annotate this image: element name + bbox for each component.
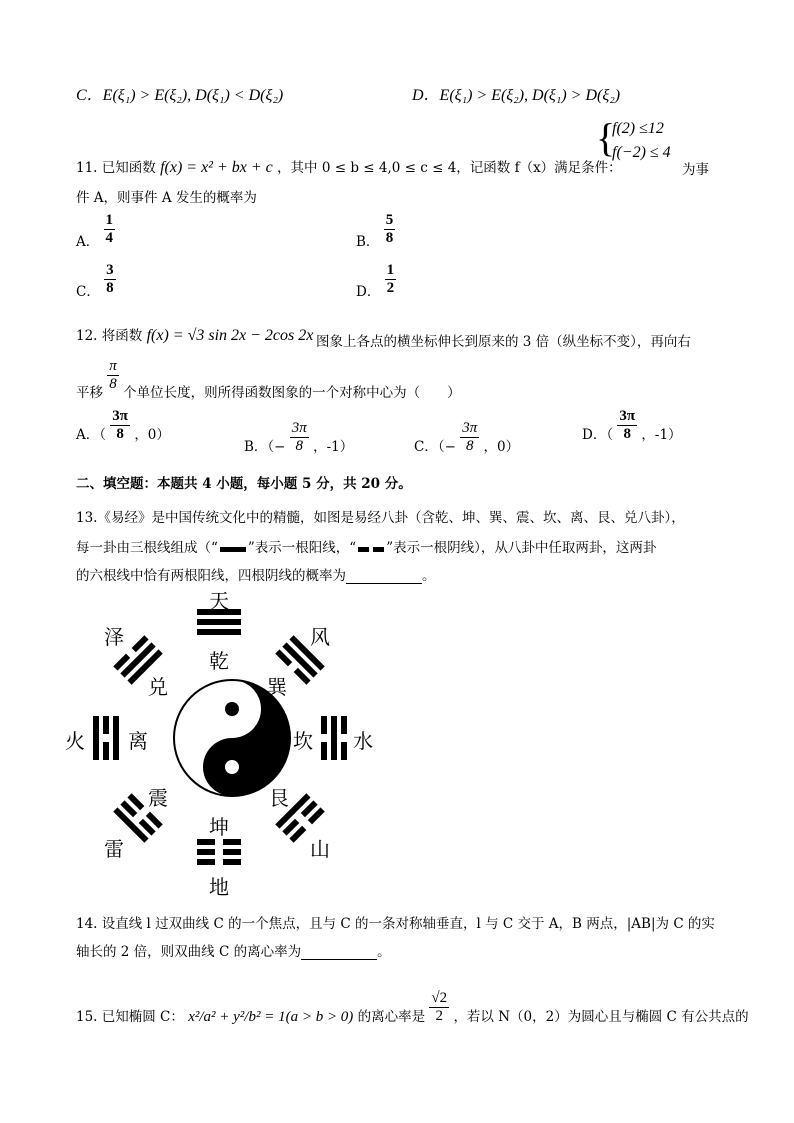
q11-option-c[interactable]: C． $\frac{3}{8}$ — [76, 262, 114, 300]
fraction: $\frac{3\pi}{8}$ — [291, 420, 307, 454]
q12-option-a[interactable]: A．（ $\frac{3\pi}{8}$ ，0） — [76, 408, 170, 443]
fraction: $\frac{3\pi}{8}$ — [462, 420, 478, 454]
q15-stem: 15. 已知椭圆 C： x²/a² + y²/b² = 1(a > b > 0) 的离心率是 $\frac{√2}{2}$ ，若以 N（0，2）为圆心且与椭圆 C 有公共点的 — [76, 990, 749, 1025]
q11-option-d[interactable]: D． $\frac{1}{2}$ — [356, 262, 395, 300]
q13-line1: 13.《易经》是中国传统文化中的精髓，如图是易经八卦（含乾、坤、巽、震、坎、离、艮、兑八卦）， — [76, 510, 685, 526]
label-qian: 乾 — [209, 649, 229, 673]
q10-option-c[interactable]: C．E(ξ₁) > E(ξ₂), D(ξ₁) < D(ξ₂) — [76, 87, 284, 104]
fraction: $\frac{1}{2}$ — [386, 262, 395, 296]
fraction: $\frac{3}{8}$ — [106, 262, 114, 296]
fraction: $\frac{5}{8}$ — [385, 212, 394, 246]
fraction: $\frac{\pi}{8}$ — [109, 358, 117, 392]
label-dui: 兑 — [148, 675, 168, 699]
left-brace: { — [596, 115, 616, 160]
label-huo: 火 — [65, 729, 85, 753]
q11-tail: 为事 — [682, 162, 709, 178]
q11-line2: 件 A，则事件 A 发生的概率为 — [76, 190, 257, 206]
q13-line3: 的六根线中恰有两根阳线，四根阴线的概率为 。 — [76, 568, 436, 584]
trigram-kan — [321, 716, 347, 760]
label-kan: 坎 — [293, 729, 313, 753]
trigram-kun — [197, 839, 241, 865]
answer-blank[interactable] — [346, 569, 422, 584]
label-feng: 风 — [310, 625, 330, 649]
q14-line1: 14. 设直线 l 过双曲线 C 的一个焦点，且与 C 的一条对称轴垂直，l 与 C 交于 A，B 两点，|AB|为 C 的实 — [76, 916, 715, 932]
q12-option-c[interactable]: C．（− $\frac{3\pi}{8}$ ，0） — [414, 420, 520, 455]
q12-option-d[interactable]: D．（ $\frac{3\pi}{8}$ ，-1） — [582, 408, 682, 443]
label-zhen: 震 — [148, 786, 168, 810]
q11-option-a[interactable]: A． $\frac{1}{4}$ — [76, 212, 114, 250]
q12-stem: 12. 将函数 f(x) = √3 sin 2x − 2cos 2x — [76, 327, 314, 344]
label-ze: 泽 — [104, 625, 124, 649]
label-shui: 水 — [353, 729, 373, 753]
q11-stem: 11. 已知函数 f(x) = x² + bx + c ，其中 0 ≤ b ≤ 4,0 ≤ c ≤ 4，记函数 f（x）满足条件： — [76, 159, 622, 176]
label-shan: 山 — [310, 837, 330, 861]
q12-option-b[interactable]: B．（− $\frac{3\pi}{8}$ ，-1） — [244, 420, 354, 455]
fraction: $\frac{3\pi}{8}$ — [112, 408, 129, 442]
q12-text1: 图象上各点的横坐标伸长到原来的 3 倍（纵坐标不变），再向右 — [316, 334, 691, 350]
label-di: 地 — [209, 875, 229, 899]
label-gen: 艮 — [269, 786, 289, 810]
label-lei: 雷 — [104, 837, 124, 861]
fraction: $\frac{1}{4}$ — [105, 212, 114, 246]
bagua-diagram — [65, 588, 392, 900]
label-kun: 坤 — [209, 815, 229, 839]
q10-option-d[interactable]: D．E(ξ₁) > E(ξ₂), D(ξ₁) > D(ξ₂) — [412, 87, 621, 104]
q13-line2: 每一卦由三根线组成（“ ”表示一根阳线，“ ”表示一根阴线），从八卦中任取两卦，这两卦 — [76, 540, 657, 556]
trigram-li — [93, 716, 119, 760]
fraction: $\frac{√2}{2}$ — [431, 990, 448, 1024]
q12-line2: 平移 $\frac{\pi}{8}$ 个单位长度，则所得函数图象的一个对称中心为（ ） — [76, 358, 461, 401]
fraction: $\frac{3\pi}{8}$ — [619, 408, 636, 442]
label-li: 离 — [128, 729, 148, 753]
q11-option-b[interactable]: B． $\frac{5}{8}$ — [356, 212, 394, 250]
label-tian: 天 — [209, 589, 229, 613]
yin-line-icon — [356, 544, 386, 554]
answer-blank[interactable] — [301, 945, 377, 960]
section-heading: 二、填空题：本题共 4 小题，每小题 5 分，共 20 分。 — [76, 476, 412, 492]
label-xun: 巽 — [267, 675, 287, 699]
q14-line2: 轴长的 2 倍，则双曲线 C 的离心率为 。 — [76, 944, 391, 960]
yang-line-icon — [218, 544, 248, 554]
